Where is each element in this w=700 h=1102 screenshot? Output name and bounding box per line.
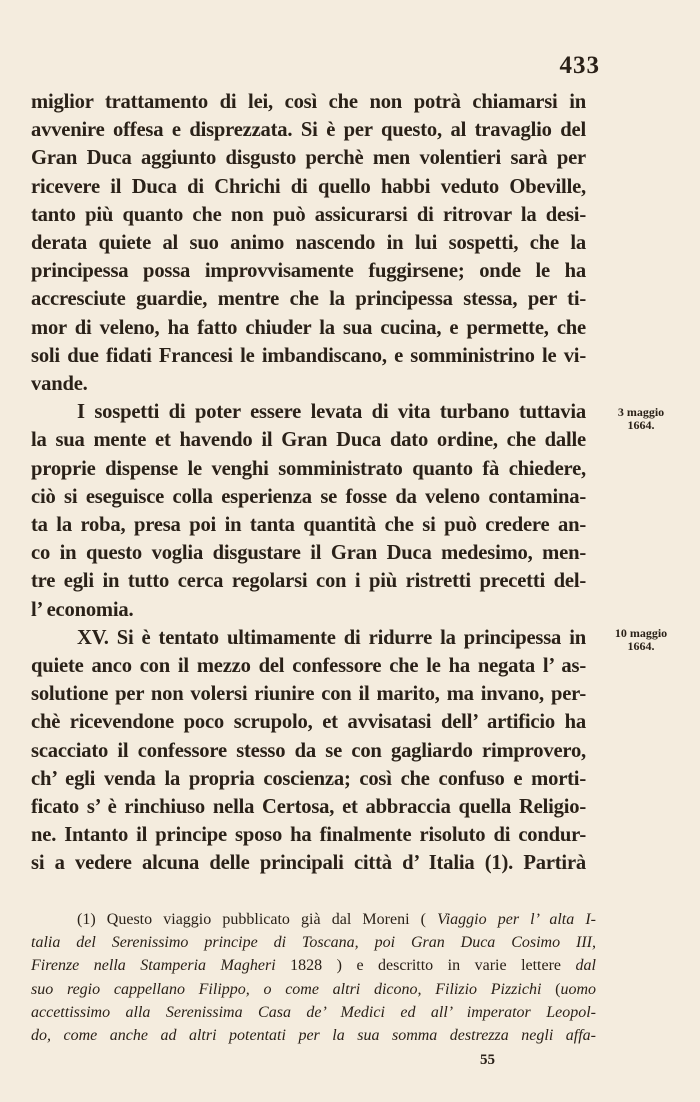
text-line: ta la roba, presa poi in tanta quantità che si può credere an- (31, 514, 586, 537)
footnote-line (31, 908, 596, 931)
footnote-text: 1828 ) e descritto in varie lettere (275, 957, 576, 975)
text-line: XV. Si è tentato ultimamente di ridurre la principessa in (77, 626, 586, 649)
footnote-italic: dal (575, 957, 596, 975)
text-line: ciò si eseguisce colla esperienza se fosse da veleno contamina- (31, 485, 586, 508)
text-line: solutione per non volersi riunire con il marito, ma invano, per- (31, 683, 586, 706)
text-line: vande. (31, 373, 88, 396)
footnote-line (31, 1001, 596, 1024)
text-line: la sua mente et havendo il Gran Duca dato ordine, che dalle (31, 429, 586, 452)
text-line: l’ economia. (31, 598, 134, 621)
margin-note-year: 1664. (627, 639, 655, 653)
footnote-text: ( (541, 980, 561, 998)
footnote-italic: do, come anche ad altri potentati per la sua somma destrezza negli affa- (31, 1027, 596, 1045)
text-line: ne. Intanto il principe sposo ha finalmente risoluto di condur- (31, 824, 586, 847)
footnote-text: (1) Questo viaggio pubblicato già dal Moreni ( (77, 911, 438, 928)
text-line: scacciato il confessore stesso da se con gagliardo rimprovero, (31, 739, 586, 762)
text-line: avvenire offesa e disprezzata. Si è per questo, al travaglio del (31, 119, 586, 142)
text-line: chè ricevendone poco scrupolo, et avvisatasi dell’ artificio ha (31, 711, 586, 734)
text-line: co in questo voglia disgustare il Gran Duca medesimo, men- (31, 542, 586, 565)
footnote-line (31, 954, 596, 977)
paragraph (31, 88, 586, 398)
page-number: 433 (559, 52, 600, 79)
text-line: principessa possa improvvisamente fuggirsene; onde le ha (31, 260, 586, 283)
text-line: accresciute guardie, mentre che la principessa stessa, per ti- (31, 288, 586, 311)
text-line: ficato s’ è rinchiuso nella Certosa, et abbraccia quella Religio- (31, 796, 586, 819)
body-text (31, 88, 586, 878)
text-line: mor di veleno, ha fatto chiuder la sua cucina, e permette, che (31, 316, 586, 339)
margin-note (596, 406, 686, 432)
text-line: I sospetti di poter essere levata di vita turbano tuttavia (77, 401, 586, 424)
paragraph (31, 398, 586, 624)
footnote-title: talia del Serenissimo principe di Toscana, poi Gran Duca Cosimo III, (31, 934, 596, 952)
text-line: soli due fidati Francesi le imbandiscano, e somministrino le vi- (31, 344, 586, 367)
margin-note (596, 627, 686, 653)
text-line: ricevere il Duca di Chrichi di quello habbi veduto Obeville, (31, 175, 586, 198)
text-line: Gran Duca aggiunto disgusto perchè men volentieri sarà per (31, 147, 586, 170)
margin-note-date: 3 maggio (617, 405, 665, 419)
footnote-italic: accettissimo alla Serenissima Casa de’ Medici ed all’ imperator Leopol- (31, 1003, 596, 1021)
paragraph (31, 624, 586, 878)
signature-mark: 55 (480, 1052, 495, 1068)
text-line: proprie dispense le venghi somministrato quanto fà chiedere, (31, 457, 586, 480)
margin-note-date: 10 maggio (614, 626, 668, 640)
text-line: tre egli in tutto cerca regolarsi con i più ristretti precetti del- (31, 570, 586, 593)
text-line: si a vedere alcuna delle principali città d’ Italia (1). Partirà (31, 852, 586, 875)
footnote-line (31, 931, 596, 954)
footnote-italic: suo regio cappellano Filippo, o come altri dicono, Filizio Pizzichi (31, 980, 542, 998)
text-line: tanto più quanto che non può assicurarsi di ritrovar la desi- (31, 203, 586, 226)
footnote-line (31, 978, 596, 1001)
footnote-line (31, 1024, 596, 1047)
footnote-italic: uomo (560, 980, 596, 998)
footnote-title: Firenze nella Stamperia Magheri (31, 957, 276, 975)
margin-note-year: 1664. (627, 418, 655, 432)
text-line: ch’ egli venda la propria coscienza; così che confuso e morti- (31, 767, 586, 790)
text-line: miglior trattamento di lei, così che non potrà chiamarsi in (31, 91, 586, 113)
text-line: derata quiete al suo animo nascendo in lui sospetti, che la (31, 232, 586, 255)
footnote-title: Viaggio per l’ alta I- (437, 911, 596, 928)
text-line: quiete anco con il mezzo del confessore che le ha negata l’ as- (31, 655, 586, 678)
footnote (31, 908, 596, 1047)
